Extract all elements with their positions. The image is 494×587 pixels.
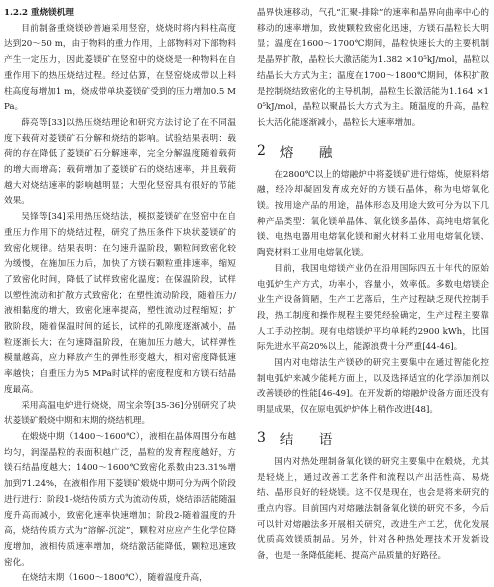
paragraph: 国内对电熔法生产镁砂的研究主要集中在通过智能化控制电弧炉来减少能耗方面上，以及选择适宜的化学添加剂以改善镁砂的性能[46-49]。在开发新的熔融炉设备方面还没有明显成果，仅在原电弧炉炉体上稍作改进[48]。 xyxy=(257,358,489,416)
paragraph: 在煅烧中期（1400～1600℃），液相在晶体周围分布越均匀，润湿晶粒的表面积越广泛，晶粒的发育程度越好，方镁石结晶度越大；1400～1600℃致密化系数由23.31%增加到71.24%，在液相作用下菱镁矿煅烧中期可分为两个阶段进行进行：阶段1-烧结传质方式为流动传质，烧结添活能随温度升高而减小，致密化速率快速增加；阶段2-随着温度的升高，烧结传质方式为“溶解-沉淀”，颗粒对应应产生化学位降度增加，液相传质速率增加，烧结激活能降低，颗粒迅速致密化。 xyxy=(4,431,236,568)
section-heading-melting xyxy=(257,134,489,168)
paragraph: 晶界快速移动，气孔“汇聚-排除”的速率和晶界向曲率中心的移动的速率增加，致使颗粒致密化迅速，方镁石晶粒长大明显；温度在1600～1700℃期间，晶粒快速长大的主要机制是晶界扩散，晶粒长大激活能为1.382 ×10⁵kJ/mol，晶粒以结晶长大方式为主；温度在1700～1800℃期间，体积扩散是控制烧结致密化的主导机制，晶粒生长激活能为1.164 ×10⁵kJ/mol，晶粒以聚晶长大方式为主。随温度的升高，晶粒长大活化能逐渐减小，晶粒长大速率增加。 xyxy=(257,8,489,128)
paragraph: 目前，我国电熔镁产业仍在沿用国际四五十年代的原始电弧炉生产方式，功率小，容量小，效率低。多数电熔镁企业生产设备简陋，生产工艺落后，生产过程缺乏现代控制手段，热工制度和操作规程主要凭经验确定，生产过程主要靠人工手动控制。现有电熔镁炉平均单耗约2900 kWh，比国际先进水平高20%以上，能源浪费十分严重[44-46]。 xyxy=(257,263,489,353)
paragraph: 目前制备重烧镁砂普遍采用竖窑，烧烧时将内料柱高度达到20～50 m，由于物料的重力作用，上部物料对下部物料产生一定压力，因此菱镁矿在竖窑中的烧烧是一种物料在自重作用下的热压烧结过程。经过估算，在竖窑烧成带以上料柱高度每增加1 m，烧成带单块菱镁矿受到的压力增加0.5 MPa。 xyxy=(4,23,236,113)
section-title: 结 语 xyxy=(279,431,339,448)
section-title: 熔 融 xyxy=(279,144,339,161)
section-number: 3 xyxy=(257,429,266,446)
paragraph: 采用高温电炉进行烧烧，周宝余等[35-36]分别研究了块状菱镁矿煅烧中期和末期的烧结机理。 xyxy=(4,400,236,427)
paragraph: 在2800℃以上的熔融炉中将菱镁矿进行熔炼，使原料熔融，经冷却凝固发育成充好的方镁石晶体，称为电熔氧化镁。按用途产品的用途，晶体形态及用途大致可分为以下几种产品类型：氧化镁单晶体、氧化镁多晶体、高纯电熔氧化镁、电热电器用电熔氧化镁和耐火材料工业用电熔氧化镁、陶瓷材料工业用电熔氧化镁。 xyxy=(257,169,489,259)
paragraph: 吴锋等[34]采用热压烧结法，模拟菱镁矿在竖窑中在自重压力作用下的烧结过程，研究了热压条件下块状菱镁矿的致密化规律。结果表明：在匀速升温阶段，颗粒间致密化较为缓慢，在施加压力后，加快了方镁石颗粒重排速率，缩短了致密化时间，降低了试样致密化温度；在保温阶段，试样以塑性流动和扩散方式致密化；在塑性流动阶段，随着压力/液相黏度的增大，致密化速率提高，塑性流动过程缩短；扩散阶段，随着保温时间的延长，试样的孔隙度逐渐减小，晶粒逐渐长大；在匀速降温阶段，在施加压力越大，试样弹性模量越高，应力释放产生的弹性形变越大，相对密度降低速率越快；自重压力为5 MPa时试样的密度程度和方镁石结晶度最高。 xyxy=(4,212,236,395)
section-heading-conclusion xyxy=(257,421,489,455)
paragraph: 在烧结末期（1600～1800℃），随着温度升高， xyxy=(21,573,208,584)
section-number: 2 xyxy=(257,142,266,159)
paragraph: 薛亮等[33]以热压烧结理论和研究方法讨论了在不同温度下载荷对菱镁矿石分解和烧结的影响。试验结果表明：载荷的存在降低了菱镁矿石分解速率，完全分解温度随着载荷的增大而增高；载荷增加了菱镁矿石的烧结速率，并且载荷越大对烧结速率的影响越明显；大型化竖窑具有很好的节能效果。 xyxy=(4,117,236,207)
paragraph: 国内对热处理制备氧化镁的研究主要集中在煅烧，尤其是轻烧上，通过改善工艺条件和流程以产出活性高、易烧结、晶形良好的轻烧镁。这不仅是现在，也会是将来研究的重点内容。目前国内对熔融法制备氧化镁的研究不多，今后可以针对熔融法多开展相关研究，改进生产工艺，优化发展优质高效镁质制品。另外，针对各种热处理技术开发新设备，也是一条降低能耗、提高产品质量的好路径。 xyxy=(257,456,489,562)
right-column xyxy=(257,6,489,565)
left-column xyxy=(4,6,236,587)
subsection-heading: 1.2.2 重烧镁机理 xyxy=(4,8,74,18)
